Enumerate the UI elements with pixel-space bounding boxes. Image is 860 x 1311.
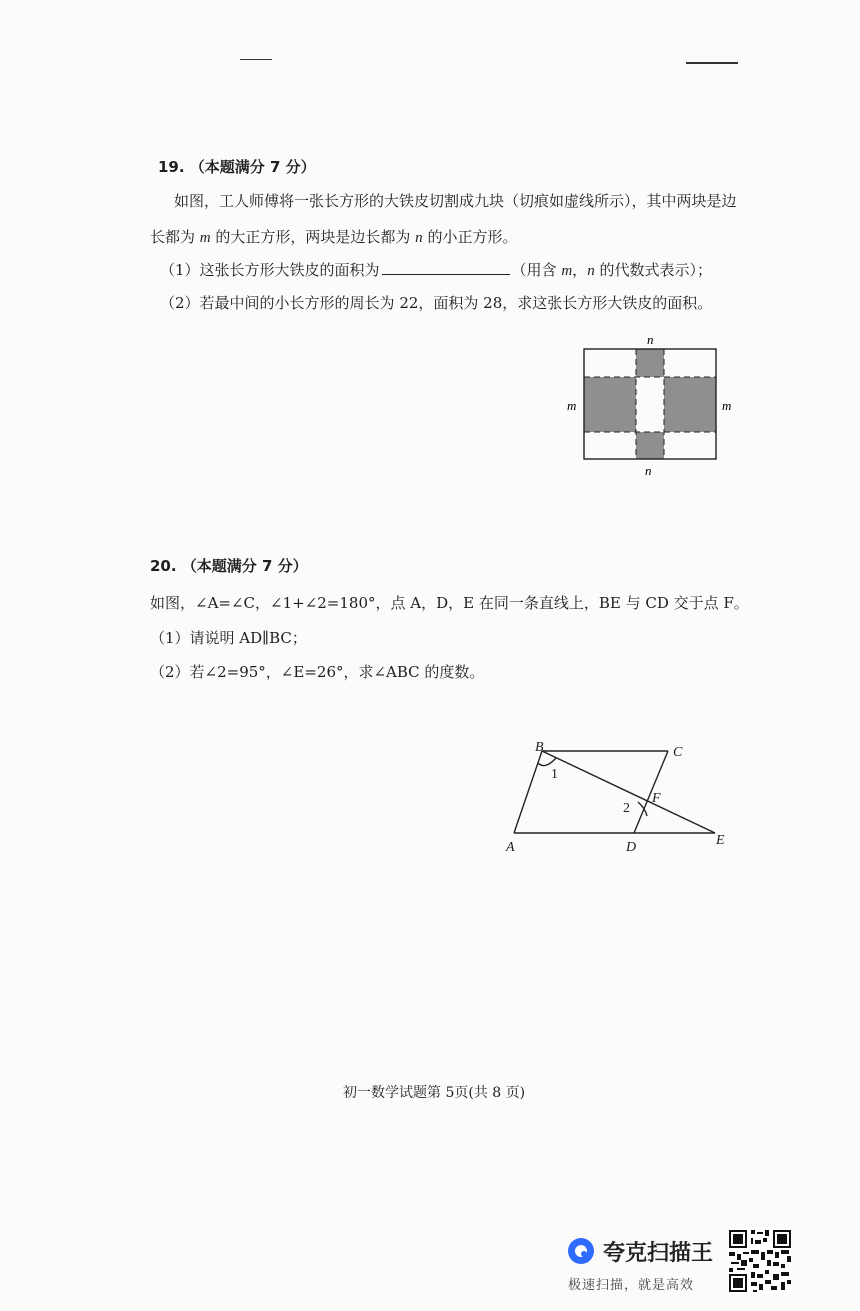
qr-code-icon [727, 1228, 793, 1294]
point-c-label: C [673, 745, 683, 760]
scanner-watermark [563, 1228, 733, 1298]
label-n-bottom: n [645, 463, 652, 478]
shaded-left [584, 377, 636, 432]
point-d-label: D [626, 840, 637, 855]
quark-logo-icon [567, 1237, 595, 1265]
q20-title: 20. （本题满分 7 分） [150, 557, 308, 575]
scan-mark-right [686, 62, 738, 64]
segment-be [542, 751, 715, 833]
q20-part2: （2）若∠2=95°，∠E=26°，求∠ABC 的度数。 [150, 663, 485, 681]
shaded-bottom [636, 432, 664, 459]
q19-part2: （2）若最中间的小长方形的周长为 22，面积为 28，求这张长方形大铁皮的面积。 [160, 294, 713, 312]
q19-intro-line1: 如图，工人师傅将一张长方形的大铁皮切割成九块（切痕如虚线所示），其中两块是边 [174, 192, 737, 210]
q20-part1: （1）请说明 AD∥BC； [150, 629, 307, 647]
angle-2-label: 2 [623, 801, 630, 816]
point-f-label: F [652, 791, 661, 806]
angle-1-arc [538, 758, 556, 766]
page-footer: 初一数学试题第 5页(共 8 页) [343, 1085, 526, 1101]
q20-figure [495, 730, 745, 865]
angle-1-label: 1 [551, 767, 558, 782]
scan-mark-left [240, 59, 272, 60]
shaded-top [636, 349, 664, 377]
point-a-label: A [506, 840, 515, 855]
label-m-right: m [722, 398, 732, 413]
q20-intro: 如图，∠A=∠C，∠1+∠2=180°，点 A，D，E 在同一条直线上，BE 与 CD 交于点 F。 [150, 594, 749, 612]
shaded-right [664, 377, 716, 432]
brand-tagline: 极速扫描，就是高效 [568, 1278, 695, 1293]
brand-name: 夸克扫描王 [603, 1241, 714, 1266]
point-b-label: B [535, 740, 544, 755]
segment-cd [634, 751, 668, 833]
q19-title: 19. （本题满分 7 分） [158, 158, 316, 176]
q19-intro-line2: 长都为 m 的大正方形，两块是边长都为 n 的小正方形。 [150, 228, 518, 246]
label-m-left: m [567, 398, 577, 413]
q19-part1: （1）这张长方形大铁皮的面积为 （用含 m，n 的代数式表示）； [160, 261, 712, 279]
point-e-label: E [716, 833, 725, 848]
answer-blank[interactable] [382, 260, 510, 275]
label-n-top: n [647, 332, 654, 347]
q19-figure [560, 330, 750, 480]
